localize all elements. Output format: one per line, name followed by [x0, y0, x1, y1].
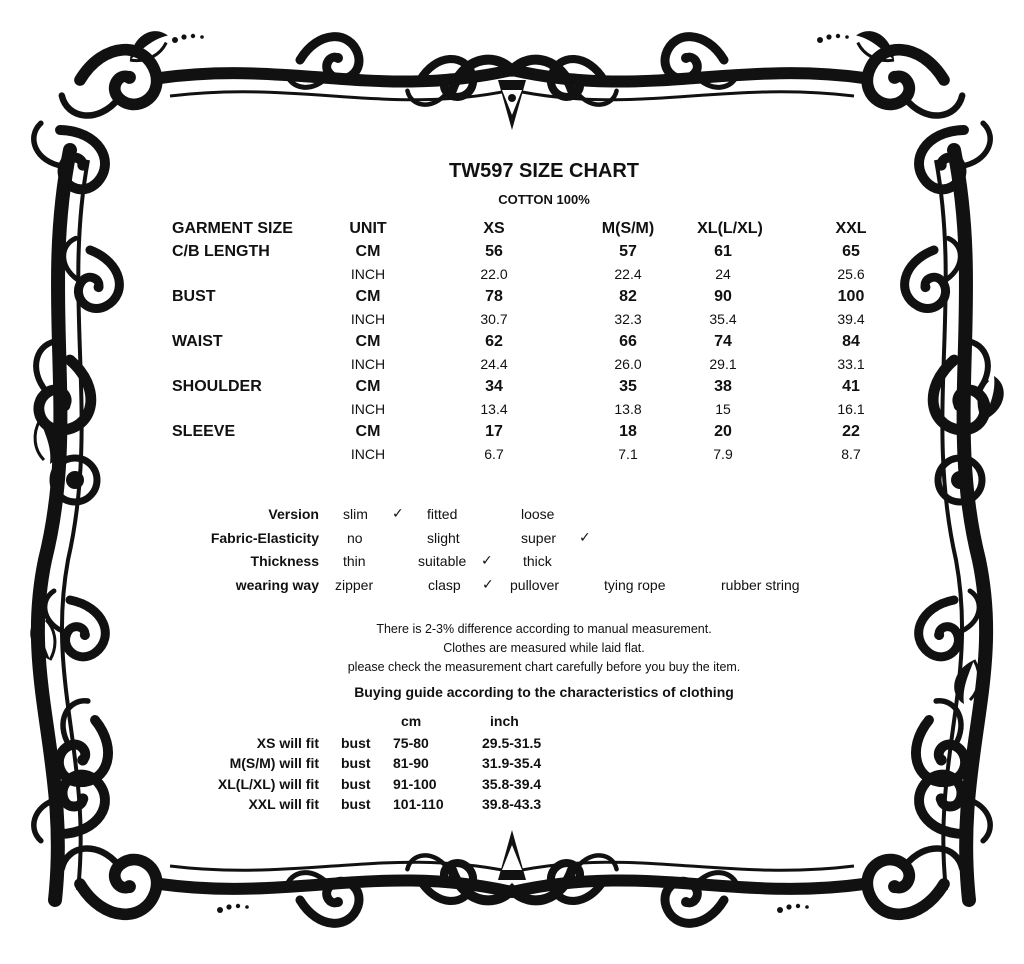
header-size-m: M(S/M)	[601, 220, 655, 237]
header-size-xl: XL(L/XL)	[697, 220, 763, 237]
cell-inch-xs: 13.4	[480, 401, 508, 417]
cell-cm-xxl: 41	[842, 378, 860, 395]
guide-part: bust	[341, 735, 371, 751]
row-label: SLEEVE	[172, 423, 236, 440]
guide-size-label: XL(L/XL) will fit	[217, 776, 319, 792]
cell-inch-xs: 22.0	[480, 266, 508, 282]
guide-size-label: M(S/M) will fit	[229, 755, 319, 771]
cell-inch-xl: 24	[715, 266, 731, 282]
guide-header-cm: cm	[401, 713, 422, 729]
guide-size-label: XXL will fit	[248, 796, 319, 812]
note-line-2: Clothes are measured while laid flat.	[443, 641, 645, 655]
unit-inch: INCH	[350, 356, 386, 372]
note-line-1: There is 2-3% difference according to manual measurement.	[376, 622, 712, 636]
unit-inch: INCH	[350, 401, 386, 417]
cell-cm-xxl: 100	[837, 288, 865, 305]
cell-inch-xl: 35.4	[709, 311, 737, 327]
guide-title: Buying guide according to the characteristics of clothing	[354, 684, 734, 700]
cell-inch-xxl: 33.1	[837, 356, 865, 372]
cell-cm-m: 57	[619, 243, 637, 260]
row-label: C/B LENGTH	[172, 243, 270, 260]
header-size-xxl: XXL	[835, 220, 867, 237]
thickness-option-suitable: suitable	[418, 553, 467, 569]
thickness-option-thin: thin	[343, 553, 366, 569]
unit-inch: INCH	[350, 266, 386, 282]
unit-inch: INCH	[350, 311, 386, 327]
cell-cm-m: 82	[619, 288, 637, 305]
cell-cm-xs: 17	[485, 423, 503, 440]
cell-cm-m: 35	[619, 378, 637, 395]
header-unit: UNIT	[349, 220, 387, 237]
checkmark-icon: ✓	[481, 552, 493, 568]
cell-inch-xxl: 8.7	[841, 446, 861, 462]
version-option-fitted: fitted	[427, 506, 458, 522]
guide-cm: 75-80	[393, 735, 429, 751]
cell-cm-xl: 61	[714, 243, 732, 260]
cell-inch-xl: 15	[715, 401, 731, 417]
thickness-label: Thickness	[250, 553, 319, 569]
elasticity-option-no: no	[347, 530, 363, 546]
guide-part: bust	[341, 776, 371, 792]
unit-cm: CM	[355, 333, 381, 350]
guide-inch: 39.8-43.3	[482, 796, 542, 812]
chart-title: TW597 SIZE CHART	[448, 160, 640, 182]
thickness-option-thick: thick	[523, 553, 552, 569]
cell-cm-xl: 20	[714, 423, 732, 440]
checkmark-icon: ✓	[579, 529, 591, 545]
cell-inch-m: 32.3	[614, 311, 642, 327]
row-label: BUST	[172, 288, 216, 305]
elasticity-option-super: super	[521, 530, 557, 546]
cell-cm-xs: 56	[485, 243, 503, 260]
guide-inch: 35.8-39.4	[482, 776, 542, 792]
unit-cm: CM	[355, 243, 381, 260]
cell-inch-xxl: 39.4	[837, 311, 865, 327]
wearing-option-rubber-string: rubber string	[721, 577, 800, 593]
cell-cm-xs: 62	[485, 333, 503, 350]
cell-inch-xl: 7.9	[713, 446, 733, 462]
guide-header-inch: inch	[490, 713, 519, 729]
cell-cm-m: 66	[619, 333, 637, 350]
cell-cm-xs: 34	[485, 378, 503, 395]
guide-part: bust	[341, 796, 371, 812]
cell-cm-xxl: 22	[842, 423, 860, 440]
cell-cm-m: 18	[619, 423, 637, 440]
wearing-option-tying-rope: tying rope	[604, 577, 666, 593]
row-label: SHOULDER	[172, 378, 262, 395]
cell-inch-xxl: 16.1	[837, 401, 865, 417]
guide-inch: 31.9-35.4	[482, 755, 542, 771]
unit-cm: CM	[355, 423, 381, 440]
guide-inch: 29.5-31.5	[482, 735, 542, 751]
wearing-option-zipper: zipper	[335, 577, 374, 593]
version-option-slim: slim	[343, 506, 368, 522]
cell-cm-xl: 90	[714, 288, 732, 305]
chart-subtitle: COTTON 100%	[498, 192, 590, 207]
cell-inch-m: 26.0	[614, 356, 642, 372]
version-label: Version	[268, 506, 319, 522]
cell-inch-m: 22.4	[614, 266, 642, 282]
wearing-option-pullover: pullover	[510, 577, 560, 593]
cell-inch-xl: 29.1	[709, 356, 737, 372]
cell-cm-xl: 38	[714, 378, 732, 395]
cell-cm-xxl: 65	[842, 243, 860, 260]
version-option-loose: loose	[521, 506, 555, 522]
unit-cm: CM	[355, 288, 381, 305]
row-label: WAIST	[172, 333, 223, 350]
cell-inch-xs: 6.7	[484, 446, 504, 462]
header-size-xs: XS	[483, 220, 505, 237]
guide-size-label: XS will fit	[256, 735, 319, 751]
cell-inch-xs: 30.7	[480, 311, 508, 327]
wearing-label: wearing way	[235, 577, 319, 593]
elasticity-label: Fabric-Elasticity	[210, 530, 319, 546]
guide-part: bust	[341, 755, 371, 771]
cell-inch-m: 7.1	[618, 446, 638, 462]
cell-cm-xxl: 84	[842, 333, 860, 350]
guide-cm: 91-100	[393, 776, 437, 792]
cell-inch-xs: 24.4	[480, 356, 508, 372]
note-line-3: please check the measurement chart carefully before you buy the item.	[347, 660, 741, 674]
cell-cm-xl: 74	[714, 333, 732, 350]
elasticity-option-slight: slight	[427, 530, 460, 546]
cell-inch-m: 13.8	[614, 401, 642, 417]
header-garment-size: GARMENT SIZE	[172, 220, 293, 237]
cell-cm-xs: 78	[485, 288, 503, 305]
guide-cm: 81-90	[393, 755, 429, 771]
unit-inch: INCH	[350, 446, 386, 462]
checkmark-icon: ✓	[392, 505, 404, 521]
unit-cm: CM	[355, 378, 381, 395]
guide-cm: 101-110	[393, 796, 444, 812]
checkmark-icon: ✓	[482, 576, 494, 592]
wearing-option-clasp: clasp	[428, 577, 461, 593]
cell-inch-xxl: 25.6	[837, 266, 865, 282]
